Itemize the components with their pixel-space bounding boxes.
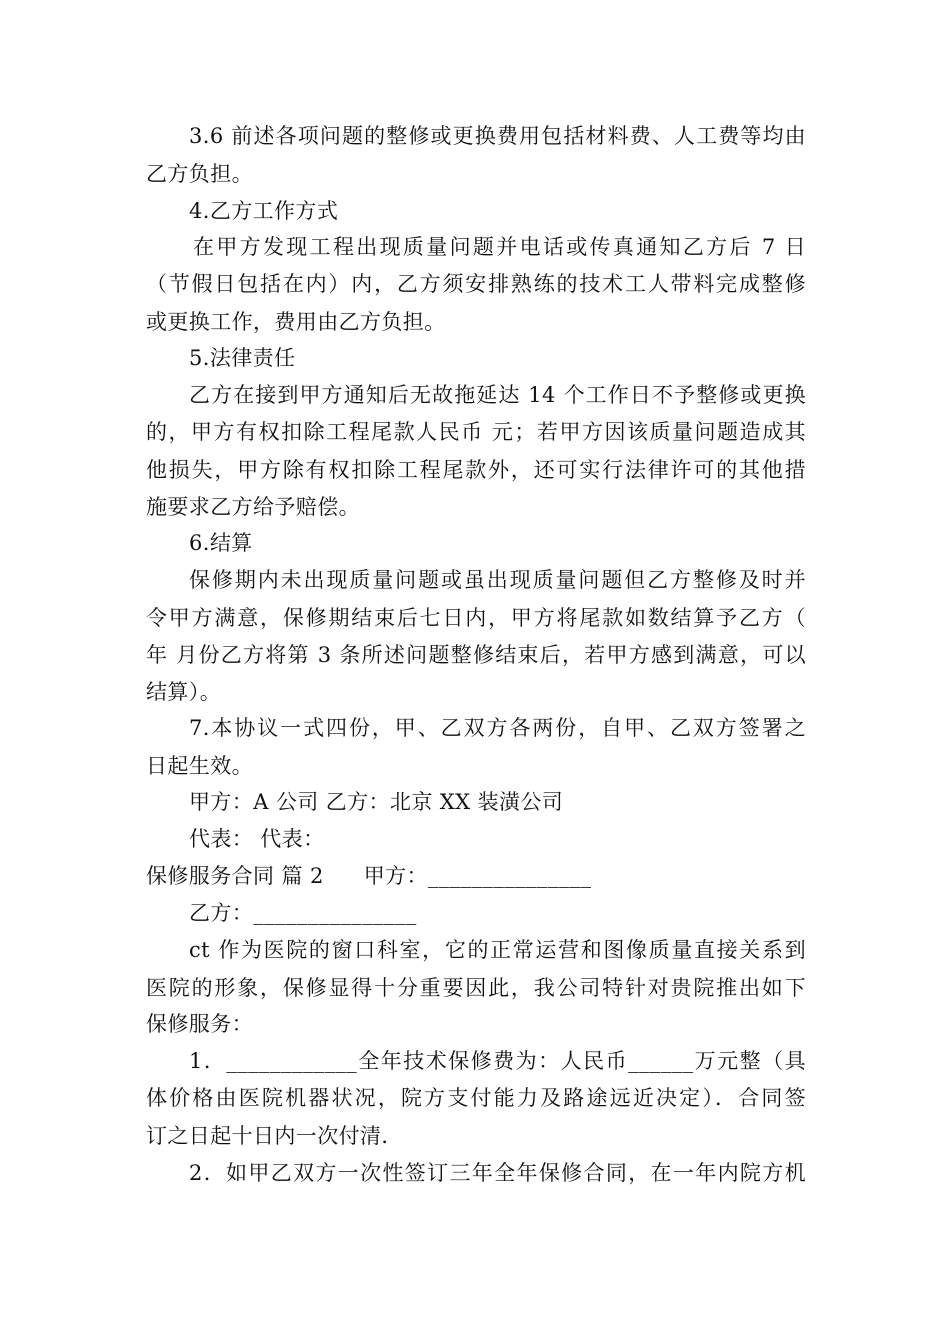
party-b-field: 乙方：_______________: [189, 901, 417, 925]
paragraph-line: 结算）。: [146, 680, 222, 704]
clause-line: 1．____________全年技术保修费为：人民币______万元整（具: [189, 1049, 806, 1073]
contract-title-row: [146, 858, 806, 894]
paragraph-line: （节假日包括在内）内，乙方须安排熟练的技术工人带料完成整修: [146, 272, 806, 296]
paragraph-line: 在甲方发现工程出现质量问题并电话或传真通知乙方后 7 日: [193, 235, 806, 259]
paragraph-line: 年 月份乙方将第 3 条所述问题整修结束后，若甲方感到满意，可以: [146, 643, 806, 667]
paragraph-line: 3.6 前述各项问题的整修或更换费用包括材料费、人工费等均由: [189, 124, 806, 148]
paragraph-line: 的，甲方有权扣除工程尾款人民币 元；若甲方因该质量问题造成其: [146, 420, 806, 444]
paragraph-line: 他损失，甲方除有权扣除工程尾款外，还可实行法律许可的其他措: [146, 458, 806, 482]
paragraph-line: 医院的形象，保修显得十分重要因此，我公司特针对贵院推出如下: [146, 976, 806, 1000]
representative-line: 代表： 代表：: [189, 827, 325, 851]
paragraph-line: 订之日起十日内一次付清．: [146, 1124, 403, 1148]
paragraph-line: 乙方负担。: [146, 162, 253, 186]
section-heading: 5.法律责任: [189, 346, 296, 370]
paragraph-line: 保修期内未出现质量问题或虽出现质量问题但乙方整修及时并: [189, 568, 806, 592]
paragraph-line: ct 作为医院的窗口科室，它的正常运营和图像质量直接关系到: [189, 938, 806, 962]
paragraph-line: 乙方在接到甲方通知后无故拖延达 14 个工作日不予整修或更换: [189, 383, 806, 407]
section-heading: 4.乙方工作方式: [189, 199, 339, 223]
party-a-field: 甲方：_______________: [363, 864, 592, 888]
paragraph-line: 日起生效。: [146, 754, 253, 778]
contract-title: 保修服务合同 篇 2: [146, 864, 324, 888]
paragraph-line: 或更换工作，费用由乙方负担。: [146, 310, 446, 334]
paragraph-line: 保修服务：: [146, 1012, 253, 1036]
signature-line: 甲方：A 公司 乙方：北京 XX 装潢公司: [189, 790, 564, 814]
paragraph-line: 7.本协议一式四份，甲、乙双方各两份，自甲、乙双方签署之: [189, 716, 806, 740]
clause-line: 2．如甲乙双方一次性签订三年全年保修合同，在一年内院方机: [189, 1161, 806, 1185]
paragraph-line: 施要求乙方给予赔偿。: [146, 495, 360, 519]
paragraph-line: 体价格由医院机器状况，院方支付能力及路途远近决定）．合同签: [146, 1086, 806, 1110]
paragraph-line: 令甲方满意，保修期结束后七日内，甲方将尾款如数结算予乙方（: [146, 606, 806, 630]
section-heading: 6.结算: [189, 531, 253, 555]
